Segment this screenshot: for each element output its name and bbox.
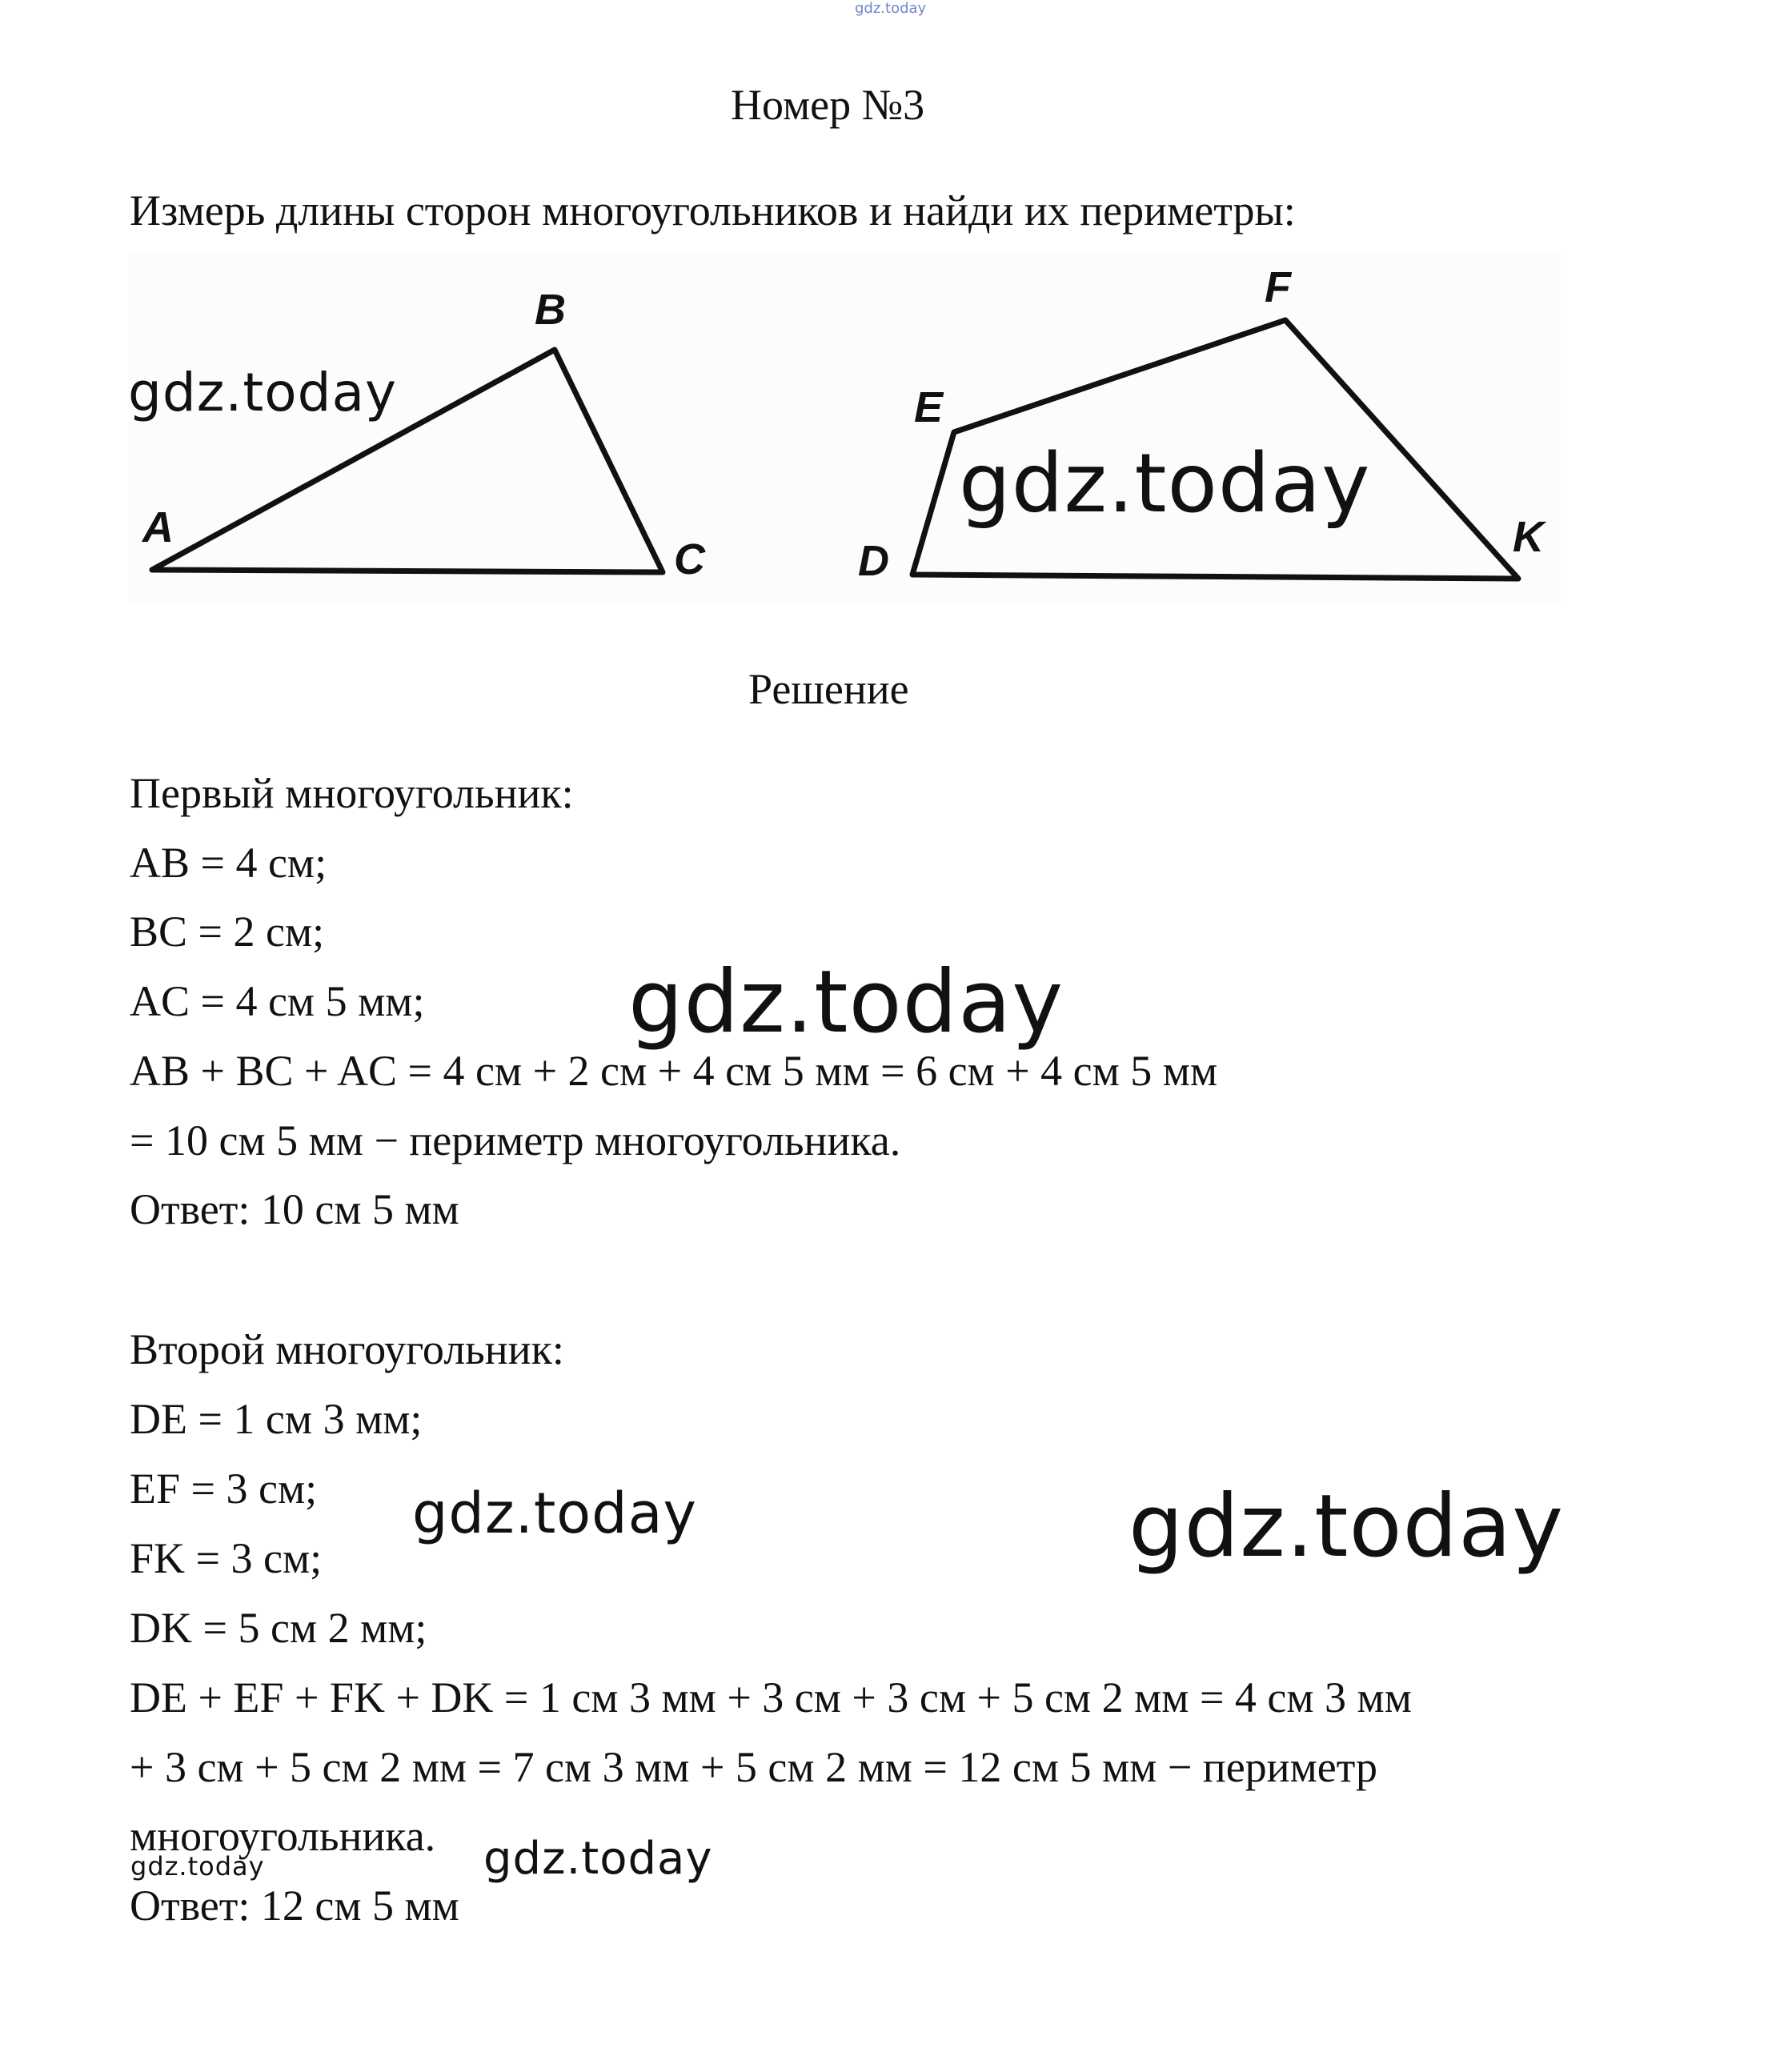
second-line-sum: DE + EF + FK + DK = 1 см 3 мм + 3 см + 3 см + 5 см 2 мм = 4 см 3 мм	[130, 1673, 1412, 1721]
vertex-label-f: F	[1265, 263, 1291, 311]
first-line-sum: AB + BC + AC = 4 см + 2 см + 4 см 5 мм = 6 см + 4 см 5 мм	[130, 1047, 1218, 1095]
figure-background	[128, 252, 1561, 604]
vertex-label-k: K	[1513, 513, 1544, 561]
watermark-figure-left: gdz.today	[128, 362, 398, 423]
second-line-ef: EF = 3 см;	[130, 1465, 318, 1513]
first-line-bc: BC = 2 см;	[130, 908, 325, 956]
task-statement: Измерь длины сторон многоугольников и найди их периметры:	[130, 186, 1296, 234]
first-answer: Ответ: 10 см 5 мм	[130, 1185, 459, 1233]
watermark-solution-small: gdz.today	[412, 1481, 697, 1546]
vertex-label-c: C	[674, 535, 705, 583]
watermark-bottom: gdz.today	[483, 1833, 713, 1885]
second-line-de: DE = 1 см 3 мм;	[130, 1395, 423, 1443]
vertex-label-a: A	[142, 503, 174, 551]
second-line-dk: DK = 5 см 2 мм;	[130, 1604, 427, 1652]
first-line-result: = 10 см 5 мм − периметр многоугольника.	[130, 1116, 901, 1164]
watermark-tiny: gdz.today	[130, 1851, 265, 1882]
second-answer: Ответ: 12 см 5 мм	[130, 1882, 459, 1930]
watermark-top: gdz.today	[855, 0, 927, 17]
watermark-solution-right: gdz.today	[1129, 1477, 1565, 1577]
vertex-label-b: B	[535, 286, 566, 334]
solution-heading: Решение	[748, 665, 909, 713]
first-polygon-title: Первый многоугольник:	[130, 769, 574, 817]
first-line-ac: AC = 4 см 5 мм;	[130, 977, 425, 1025]
watermark-figure-right: gdz.today	[959, 436, 1371, 531]
vertex-label-e: E	[914, 383, 944, 431]
first-line-ab: AB = 4 см;	[130, 839, 327, 887]
second-line-fk: FK = 3 см;	[130, 1534, 323, 1582]
vertex-label-d: D	[858, 537, 889, 585]
page-title: Номер №3	[731, 81, 925, 129]
second-polygon-title: Второй многоугольник:	[130, 1325, 564, 1373]
second-line-result: многоугольника.	[130, 1812, 436, 1860]
watermark-solution-center: gdz.today	[628, 952, 1064, 1052]
second-line-sum-cont: + 3 см + 5 см 2 мм = 7 см 3 мм + 5 см 2 мм = 12 см 5 мм − периметр	[130, 1743, 1377, 1791]
